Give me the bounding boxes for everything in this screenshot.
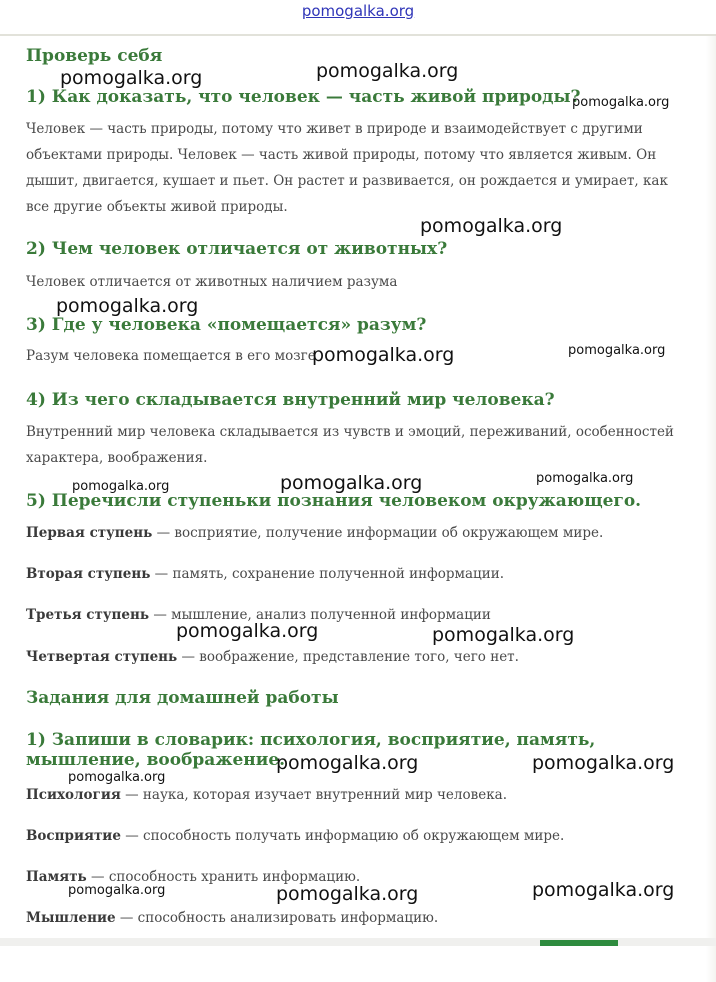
term-name: Восприятие (26, 828, 121, 844)
step-text: — воображение, представление того, чего нет. (177, 649, 519, 665)
step-4 (26, 644, 688, 670)
section-title-homework: Задания для домашней работы (26, 688, 339, 708)
term-text: — способность анализировать информацию. (115, 910, 439, 926)
watermark: pomogalka.org (532, 879, 675, 901)
step-term: Третья ступень (26, 607, 150, 623)
answer-4 (26, 419, 688, 471)
watermark: pomogalka.org (276, 752, 419, 774)
answer-1-line: все другие объекты живой природы. (26, 199, 288, 215)
step-term: Четвертая ступень (26, 649, 178, 665)
answer-4-line: Внутренний мир человека складывается из чувств и эмоций, переживаний, особенностей (26, 424, 674, 440)
question-4: 4) Из чего складывается внутренний мир человека? (26, 390, 555, 410)
watermark: pomogalka.org (572, 95, 670, 110)
answer-4-line: характера, воображения. (26, 450, 208, 466)
step-text: — память, сохранение полученной информации. (150, 566, 505, 582)
term-name: Мышление (26, 910, 116, 926)
answer-3: Разум человека помещается в его мозге (26, 348, 316, 364)
question-1: 1) Как доказать, что человек — часть живой природы? (26, 87, 581, 107)
step-3 (26, 602, 688, 628)
question-5: 5) Перечисли ступеньки познания человеком окружающего. (26, 491, 642, 511)
watermark: pomogalka.org (568, 343, 666, 358)
watermark: pomogalka.org (68, 770, 166, 785)
term-name: Память (26, 869, 87, 885)
bottom-action-button[interactable] (540, 940, 618, 946)
step-term: Вторая ступень (26, 566, 151, 582)
step-term: Первая ступень (26, 525, 153, 541)
homework-question-1: 1) Запиши в словарик: психология, восприятие, память, мышление, воображение. (26, 730, 596, 770)
watermark: pomogalka.org (176, 620, 319, 642)
term-1 (26, 782, 688, 808)
step-text: — мышление, анализ полученной информации (149, 607, 491, 623)
page-edge-shadow (706, 36, 716, 982)
step-text: — восприятие, получение информации об окружающем мире. (152, 525, 604, 541)
step-1 (26, 520, 688, 546)
answer-1-line: объектами природы. Человек — часть живой природы, потому что является живым. Он (26, 147, 657, 163)
section-title-check: Проверь себя (26, 46, 163, 66)
site-link[interactable]: pomogalka.org (301, 2, 415, 20)
step-2 (26, 561, 688, 587)
watermark: pomogalka.org (56, 295, 199, 317)
answer-1-line: дышит, двигается, кушает и пьет. Он растет и развивается, он рождается и умирает, как (26, 173, 668, 189)
question-3: 3) Где у человека «помещается» разум? (26, 315, 427, 335)
term-text: — способность получать информацию об окружающем мире. (120, 828, 565, 844)
answer-1 (26, 116, 688, 220)
term-text: — наука, которая изучает внутренний мир человека. (120, 787, 507, 803)
question-2: 2) Чем человек отличается от животных? (26, 239, 448, 259)
site-header (0, 0, 716, 36)
answer-2: Человек отличается от животных наличием разума (26, 274, 398, 290)
watermark: pomogalka.org (432, 624, 575, 646)
watermark: pomogalka.org (536, 471, 634, 486)
term-text: — способность хранить информацию. (86, 869, 361, 885)
watermark: pomogalka.org (276, 883, 419, 905)
watermark: pomogalka.org (420, 215, 563, 237)
watermark: pomogalka.org (68, 883, 166, 898)
term-name: Психология (26, 787, 121, 803)
watermark: pomogalka.org (316, 60, 459, 82)
watermark: pomogalka.org (60, 67, 203, 89)
watermark: pomogalka.org (532, 752, 675, 774)
term-2 (26, 823, 688, 849)
watermark: pomogalka.org (280, 472, 423, 494)
answer-1-line: Человек — часть природы, потому что живет в природе и взаимодействует с другими (26, 121, 643, 137)
term-4 (26, 905, 688, 931)
watermark: pomogalka.org (72, 479, 170, 494)
watermark: pomogalka.org (312, 344, 455, 366)
